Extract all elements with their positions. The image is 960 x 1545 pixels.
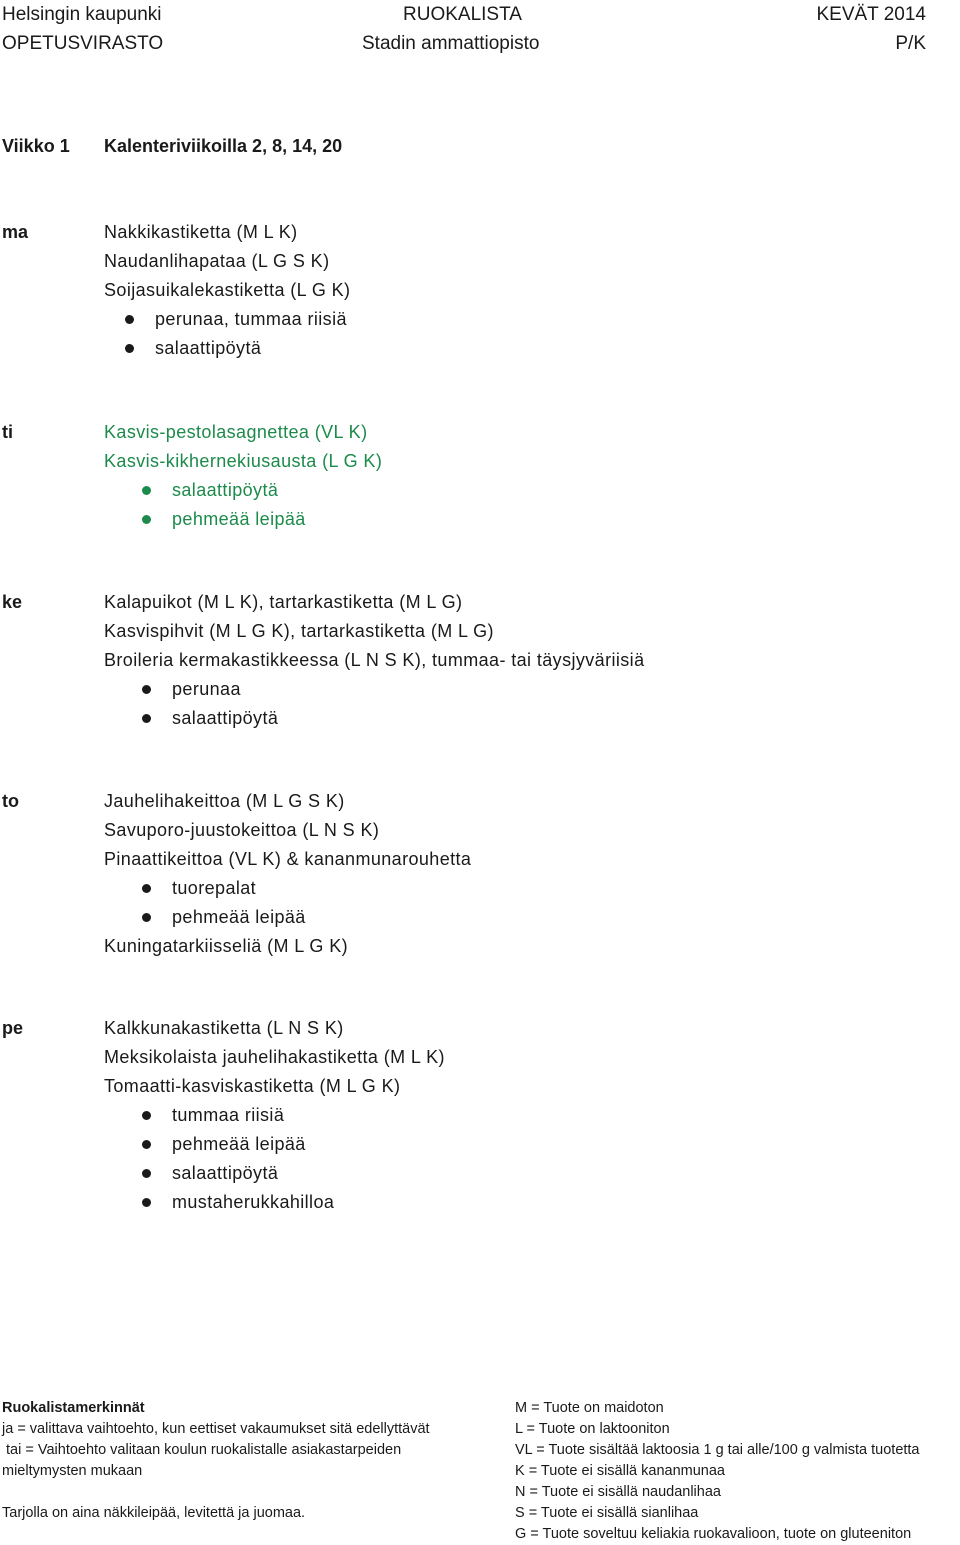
menu-item: Kalapuikot (M L K), tartarkastiketta (M L G) <box>104 592 463 612</box>
menu-item: Kalkkunakastiketta (L N S K) <box>104 1018 344 1038</box>
department-name: OPETUSVIRASTO <box>2 33 164 54</box>
menu-item: Pinaattikeittoa (VL K) & kananmunarouhetta <box>104 849 472 869</box>
day-menu <box>104 1014 445 1217</box>
header-row-2 <box>0 29 960 58</box>
week-heading <box>2 136 342 157</box>
legend-item: L = Tuote on laktooniton <box>515 1421 670 1437</box>
menu-item: Tomaatti-kasviskastiketta (M L G K) <box>104 1076 401 1096</box>
menu-item: Savuporo-juustokeittoa (L N S K) <box>104 820 380 840</box>
menu-item: Kasvis-kikhernekiusausta (L G K) <box>104 451 383 471</box>
legend-title: Ruokalistamerkinnät <box>2 1400 145 1416</box>
day-label: ti <box>2 422 13 442</box>
legend-item: K = Tuote ei sisällä kananmunaa <box>515 1463 725 1479</box>
legend-item: N = Tuote ei sisällä naudanlihaa <box>515 1484 721 1500</box>
side-item: salaattipöytä <box>104 334 350 363</box>
page-header <box>0 0 960 58</box>
side-item: perunaa <box>104 675 644 704</box>
side-item: salaattipöytä <box>104 704 644 733</box>
day-label: pe <box>2 1018 24 1038</box>
day-menu <box>104 588 644 733</box>
side-item: pehmeää leipää <box>104 1130 445 1159</box>
note-line: tai = Vaihtoehto valitaan koulun ruokalistalle asiakastarpeiden <box>2 1442 402 1458</box>
menu-item: Naudanlihapataa (L G S K) <box>104 251 330 271</box>
legend-item: G = Tuote soveltuu keliakia ruokavalioon, tuote on gluteeniton <box>515 1526 912 1542</box>
side-item: pehmeää leipää <box>104 903 471 932</box>
document-title: RUOKALISTA <box>403 4 522 25</box>
allergen-legend <box>515 1398 960 1545</box>
menu-item: Kasvis-pestolasagnettea (VL K) <box>104 422 368 442</box>
day-menu <box>104 787 471 961</box>
side-item: pehmeää leipää <box>104 505 382 534</box>
side-item: perunaa, tummaa riisiä <box>104 305 350 334</box>
day-menu <box>104 218 350 363</box>
org-name: Helsingin kaupunki <box>2 4 162 25</box>
menu-item: Meksikolaista jauhelihakastiketta (M L K) <box>104 1047 445 1067</box>
menu-item: Kuningatarkiisseliä (M L G K) <box>104 936 349 956</box>
day-label: to <box>2 791 19 811</box>
footer-notes <box>2 1398 502 1524</box>
season-label: KEVÄT 2014 <box>816 4 926 25</box>
note-line: ja = valittava vaihtoehto, kun eettiset vakaumukset sitä edellyttävät <box>2 1421 430 1437</box>
side-item: salaattipöytä <box>104 476 382 505</box>
day-label: ke <box>2 592 23 612</box>
legend-item: M = Tuote on maidoton <box>515 1400 664 1416</box>
menu-item: Kasvispihvit (M L G K), tartarkastiketta (M L G) <box>104 621 494 641</box>
week-label: Viikko 1 <box>2 136 70 156</box>
menu-item: Broileria kermakastikkeessa (L N S K), tummaa- tai täysjyväriisiä <box>104 650 645 670</box>
side-item: tummaa riisiä <box>104 1101 445 1130</box>
menu-item: Nakkikastiketta (M L K) <box>104 222 298 242</box>
legend-item: VL = Tuote sisältää laktoosia 1 g tai alle/100 g valmista tuotetta <box>515 1442 920 1458</box>
day-menu <box>104 418 382 534</box>
closing-note: Tarjolla on aina näkkileipää, levitettä ja juomaa. <box>2 1505 306 1521</box>
calendar-weeks: Kalenteriviikoilla 2, 8, 14, 20 <box>104 136 343 156</box>
school-name: Stadin ammattiopisto <box>362 33 540 54</box>
legend-item: S = Tuote ei sisällä sianlihaa <box>515 1505 699 1521</box>
side-item: tuorepalat <box>104 874 471 903</box>
menu-item: Jauhelihakeittoa (M L G S K) <box>104 791 345 811</box>
side-item: salaattipöytä <box>104 1159 445 1188</box>
header-row-1 <box>0 0 960 29</box>
day-label: ma <box>2 222 29 242</box>
note-line: mieltymysten mukaan <box>2 1463 143 1479</box>
menu-code: P/K <box>895 33 926 54</box>
menu-item: Soijasuikalekastiketta (L G K) <box>104 280 351 300</box>
side-item: mustaherukkahilloa <box>104 1188 445 1217</box>
